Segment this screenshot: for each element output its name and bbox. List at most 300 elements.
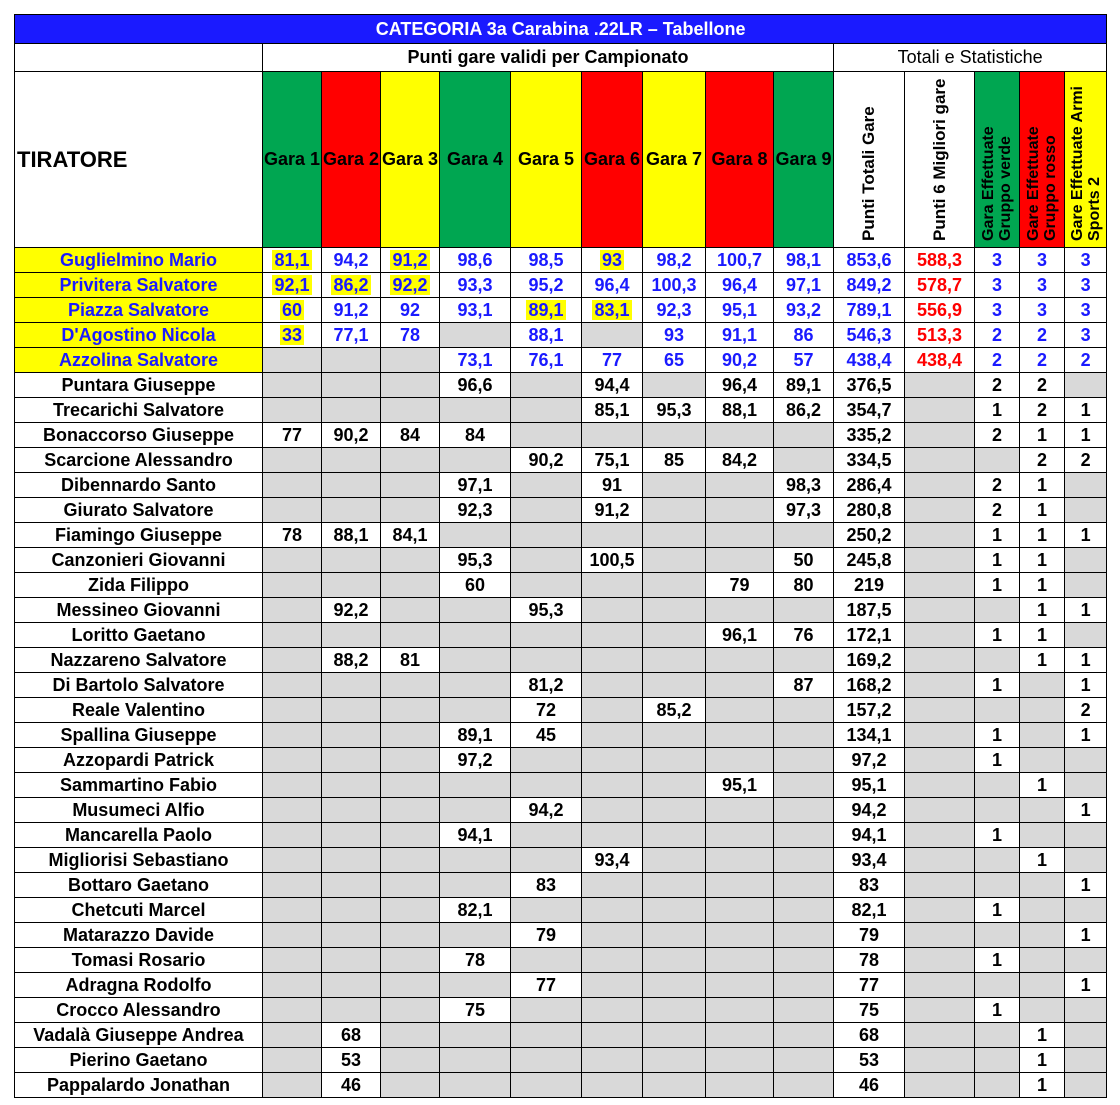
verde-count: 3 — [975, 273, 1020, 298]
gara-6-score — [582, 973, 643, 998]
migliori-header — [905, 72, 975, 248]
table-row — [15, 273, 1107, 298]
gara-7-score — [643, 673, 706, 698]
gara-7-score — [643, 473, 706, 498]
best6-points — [905, 823, 975, 848]
gara-5-score — [511, 1048, 582, 1073]
table-row — [15, 848, 1107, 873]
gara-4-score: 94,1 — [440, 823, 511, 848]
gara-1-score — [263, 823, 322, 848]
table-row — [15, 498, 1107, 523]
total-points: 134,1 — [834, 723, 905, 748]
gara-5-score: 81,2 — [511, 673, 582, 698]
gara-9-score: 98,3 — [774, 473, 834, 498]
gara-4-score — [440, 623, 511, 648]
total-points: 157,2 — [834, 698, 905, 723]
table-row — [15, 623, 1107, 648]
gara-3-score: 78 — [381, 323, 440, 348]
gara-5-score: 95,2 — [511, 273, 582, 298]
gara-1-score — [263, 673, 322, 698]
gara-4-score — [440, 1023, 511, 1048]
verde-header-label: Gara Effettuate Gruppo verde — [980, 126, 1014, 241]
rosso-count: 1 — [1020, 1023, 1065, 1048]
armi-count — [1065, 498, 1107, 523]
gara-6-score — [582, 423, 643, 448]
gara-9-score — [774, 1073, 834, 1098]
gara-8-score — [706, 923, 774, 948]
shooter-name: Zida Filippo — [15, 573, 263, 598]
armi-count: 1 — [1065, 973, 1107, 998]
gara-5-score — [511, 1073, 582, 1098]
shooter-name: Mancarella Paolo — [15, 823, 263, 848]
total-points: 250,2 — [834, 523, 905, 548]
gara-3-score — [381, 1023, 440, 1048]
rosso-header — [1020, 72, 1065, 248]
verde-count: 1 — [975, 723, 1020, 748]
rosso-count: 2 — [1020, 348, 1065, 373]
rosso-count: 1 — [1020, 523, 1065, 548]
gara-1-score — [263, 373, 322, 398]
gara-8-score — [706, 423, 774, 448]
gara-1-score — [263, 473, 322, 498]
gara-2-score — [322, 673, 381, 698]
gara-6-score — [582, 298, 643, 323]
gara-3-score: 84 — [381, 423, 440, 448]
armi-count — [1065, 998, 1107, 1023]
gara-5-score — [511, 748, 582, 773]
armi-count: 2 — [1065, 698, 1107, 723]
gara-3-score — [381, 473, 440, 498]
table-row — [15, 923, 1107, 948]
gara-4-score — [440, 598, 511, 623]
best6-points — [905, 648, 975, 673]
verde-count: 1 — [975, 398, 1020, 423]
gara-5-score: 98,5 — [511, 248, 582, 273]
shooter-name: Puntara Giuseppe — [15, 373, 263, 398]
gara-4-score — [440, 1048, 511, 1073]
gara-5-score — [511, 623, 582, 648]
gara-7-score — [643, 1073, 706, 1098]
highlighted-score: 92,1 — [274, 274, 310, 295]
gara-8-score: 90,2 — [706, 348, 774, 373]
gara-1-score — [263, 298, 322, 323]
rosso-count: 3 — [1020, 248, 1065, 273]
verde-count — [975, 598, 1020, 623]
best6-points — [905, 523, 975, 548]
gara-7-score — [643, 923, 706, 948]
gara-6-score — [582, 823, 643, 848]
highlighted-score: 60 — [281, 299, 303, 320]
gara-5-score: 76,1 — [511, 348, 582, 373]
total-points: 853,6 — [834, 248, 905, 273]
armi-header — [1065, 72, 1107, 248]
highlighted-score: 91,2 — [392, 249, 428, 270]
gara-6-score — [582, 1023, 643, 1048]
gara-8-score: 79 — [706, 573, 774, 598]
total-points: 97,2 — [834, 748, 905, 773]
gara-2-score — [322, 798, 381, 823]
rosso-count: 1 — [1020, 623, 1065, 648]
rosso-count — [1020, 673, 1065, 698]
gara-1-score — [263, 348, 322, 373]
gara-9-score: 86 — [774, 323, 834, 348]
gara-5-score — [511, 898, 582, 923]
gara-5-score — [511, 823, 582, 848]
best6-points — [905, 1023, 975, 1048]
table-row — [15, 248, 1107, 273]
total-points: 168,2 — [834, 673, 905, 698]
rosso-count — [1020, 823, 1065, 848]
gara-9-score — [774, 698, 834, 723]
table-row — [15, 598, 1107, 623]
gara-6-score — [582, 1048, 643, 1073]
best6-points — [905, 473, 975, 498]
total-points: 172,1 — [834, 623, 905, 648]
gara-8-score — [706, 673, 774, 698]
verde-count — [975, 1073, 1020, 1098]
gara-2-score — [322, 498, 381, 523]
gara-8-score — [706, 948, 774, 973]
gara-8-score: 96,4 — [706, 373, 774, 398]
gara-5-score — [511, 948, 582, 973]
shooter-name: Migliorisi Sebastiano — [15, 848, 263, 873]
gara-2-score — [322, 623, 381, 648]
gara-5-score — [511, 573, 582, 598]
gara-5-score: 94,2 — [511, 798, 582, 823]
gara-9-score — [774, 848, 834, 873]
gara-6-score — [582, 873, 643, 898]
gara-7-score — [643, 948, 706, 973]
gara-7-score: 95,3 — [643, 398, 706, 423]
gara-5-score — [511, 498, 582, 523]
gara-3-score — [381, 998, 440, 1023]
gara-9-score — [774, 948, 834, 973]
shooter-name: Dibennardo Santo — [15, 473, 263, 498]
shooter-name: Spallina Giuseppe — [15, 723, 263, 748]
gara-8-score — [706, 548, 774, 573]
gara-4-score: 95,3 — [440, 548, 511, 573]
table-row — [15, 298, 1107, 323]
gara-4-score — [440, 648, 511, 673]
gara-1-score — [263, 698, 322, 723]
gara-3-score — [381, 1073, 440, 1098]
highlighted-score: 86,2 — [333, 274, 369, 295]
armi-count — [1065, 748, 1107, 773]
total-points: 75 — [834, 998, 905, 1023]
gara-3-score — [381, 923, 440, 948]
rosso-count: 1 — [1020, 1048, 1065, 1073]
table-row — [15, 973, 1107, 998]
gara-1-score — [263, 848, 322, 873]
table-row — [15, 548, 1107, 573]
gara-3-score — [381, 798, 440, 823]
rosso-count: 1 — [1020, 548, 1065, 573]
gara-8-score — [706, 848, 774, 873]
total-points: 79 — [834, 923, 905, 948]
gara-1-score — [263, 1048, 322, 1073]
armi-count — [1065, 823, 1107, 848]
gara-1-score — [263, 1023, 322, 1048]
gara-2-score — [322, 373, 381, 398]
gara-6-score — [582, 748, 643, 773]
gara-2-score: 92,2 — [322, 598, 381, 623]
shooter-name: D'Agostino Nicola — [15, 323, 263, 348]
gara-8-score — [706, 723, 774, 748]
gara-3-score — [381, 548, 440, 573]
shooter-name: Adragna Rodolfo — [15, 973, 263, 998]
gara-9-score: 80 — [774, 573, 834, 598]
gara-1-score — [263, 248, 322, 273]
verde-count — [975, 648, 1020, 673]
gara-7-score — [643, 773, 706, 798]
gara-8-score — [706, 823, 774, 848]
gara-3-score: 81 — [381, 648, 440, 673]
shooter-name: Chetcuti Marcel — [15, 898, 263, 923]
gara-5-score: 77 — [511, 973, 582, 998]
gara-4-score — [440, 523, 511, 548]
gara-2-score — [322, 398, 381, 423]
gara-1-score — [263, 498, 322, 523]
gara-4-score: 97,2 — [440, 748, 511, 773]
gara-9-score: 97,1 — [774, 273, 834, 298]
armi-count: 1 — [1065, 798, 1107, 823]
armi-count — [1065, 623, 1107, 648]
gara-1-score: 77 — [263, 423, 322, 448]
gara-5-score: 95,3 — [511, 598, 582, 623]
shooter-name: Canzonieri Giovanni — [15, 548, 263, 573]
highlighted-score: 81,1 — [274, 249, 310, 270]
verde-count — [975, 698, 1020, 723]
gara-3-score — [381, 898, 440, 923]
gara-1-score — [263, 748, 322, 773]
migliori-header-label: Punti 6 Migliori gare — [929, 78, 949, 241]
armi-count: 3 — [1065, 298, 1107, 323]
armi-count: 1 — [1065, 648, 1107, 673]
gara-9-score — [774, 998, 834, 1023]
gara-2-score — [322, 898, 381, 923]
best6-points: 513,3 — [905, 323, 975, 348]
gara-3-score — [381, 348, 440, 373]
gara-6-score — [582, 573, 643, 598]
total-points: 789,1 — [834, 298, 905, 323]
gara-6-score — [582, 948, 643, 973]
gara-4-score: 73,1 — [440, 348, 511, 373]
gara-2-score — [322, 348, 381, 373]
gara-3-score — [381, 848, 440, 873]
verde-count: 1 — [975, 748, 1020, 773]
total-points: 46 — [834, 1073, 905, 1098]
gara-8-score — [706, 698, 774, 723]
gara-8-score: 96,1 — [706, 623, 774, 648]
gara-1-score — [263, 1073, 322, 1098]
shooter-name: Sammartino Fabio — [15, 773, 263, 798]
gara-6-score — [582, 323, 643, 348]
gara-8-score: 84,2 — [706, 448, 774, 473]
gara-9-score — [774, 723, 834, 748]
gara-3-score — [381, 698, 440, 723]
table-row — [15, 473, 1107, 498]
tiratore-header: TIRATORE — [15, 72, 263, 248]
gara-2-score — [322, 848, 381, 873]
table-row — [15, 898, 1107, 923]
rosso-count — [1020, 973, 1065, 998]
verde-count — [975, 1048, 1020, 1073]
best6-points: 588,3 — [905, 248, 975, 273]
table-row — [15, 398, 1107, 423]
gara-7-score — [643, 848, 706, 873]
gara-4-score — [440, 923, 511, 948]
gara-4-score — [440, 673, 511, 698]
gara-2-score — [322, 948, 381, 973]
total-points: 83 — [834, 873, 905, 898]
gara-9-score — [774, 748, 834, 773]
rosso-count — [1020, 748, 1065, 773]
gara-5-score — [511, 423, 582, 448]
total-points: 77 — [834, 973, 905, 998]
gara-6-score — [582, 723, 643, 748]
gara-7-header: Gara 7 — [643, 72, 706, 248]
rosso-count: 1 — [1020, 1073, 1065, 1098]
shooter-name: Tomasi Rosario — [15, 948, 263, 973]
rosso-count: 2 — [1020, 398, 1065, 423]
gara-9-score — [774, 648, 834, 673]
armi-count: 2 — [1065, 348, 1107, 373]
gara-4-score: 60 — [440, 573, 511, 598]
gara-1-score — [263, 323, 322, 348]
verde-count — [975, 773, 1020, 798]
gara-3-score: 92 — [381, 298, 440, 323]
rosso-count: 2 — [1020, 448, 1065, 473]
gara-2-score — [322, 698, 381, 723]
gara-1-score — [263, 648, 322, 673]
gara-3-score — [381, 948, 440, 973]
verde-count: 1 — [975, 823, 1020, 848]
gara-3-score — [381, 498, 440, 523]
gara-9-score — [774, 1023, 834, 1048]
gara-5-score — [511, 473, 582, 498]
best6-points — [905, 848, 975, 873]
gara-8-score: 100,7 — [706, 248, 774, 273]
total-points: 219 — [834, 573, 905, 598]
gara-8-score: 95,1 — [706, 298, 774, 323]
total-points: 187,5 — [834, 598, 905, 623]
best6-points — [905, 373, 975, 398]
table-row — [15, 948, 1107, 973]
gara-1-score — [263, 973, 322, 998]
gara-4-score — [440, 323, 511, 348]
gara-4-score: 93,3 — [440, 273, 511, 298]
gara-8-score: 95,1 — [706, 773, 774, 798]
verde-header — [975, 72, 1020, 248]
rosso-count — [1020, 998, 1065, 1023]
gara-4-score — [440, 773, 511, 798]
gara-4-score — [440, 398, 511, 423]
gara-5-score: 79 — [511, 923, 582, 948]
shooter-name: Bonaccorso Giuseppe — [15, 423, 263, 448]
table-row — [15, 373, 1107, 398]
gara-8-score — [706, 973, 774, 998]
gara-9-score — [774, 823, 834, 848]
gara-9-score: 98,1 — [774, 248, 834, 273]
gara-1-score — [263, 898, 322, 923]
gara-6-header: Gara 6 — [582, 72, 643, 248]
table-row — [15, 448, 1107, 473]
gara-7-score — [643, 523, 706, 548]
gara-1-score — [263, 998, 322, 1023]
total-points: 82,1 — [834, 898, 905, 923]
gara-5-score: 83 — [511, 873, 582, 898]
shooter-name: Crocco Alessandro — [15, 998, 263, 1023]
armi-count — [1065, 898, 1107, 923]
gara-9-score: 97,3 — [774, 498, 834, 523]
gara-6-score: 85,1 — [582, 398, 643, 423]
rosso-count: 1 — [1020, 848, 1065, 873]
gara-8-score — [706, 1023, 774, 1048]
gara-1-score — [263, 598, 322, 623]
table-row — [15, 723, 1107, 748]
gara-9-score: 93,2 — [774, 298, 834, 323]
scoreboard-body — [15, 248, 1107, 1098]
gara-7-score: 85,2 — [643, 698, 706, 723]
gara-2-header: Gara 2 — [322, 72, 381, 248]
armi-count — [1065, 948, 1107, 973]
gara-4-score: 84 — [440, 423, 511, 448]
verde-count — [975, 873, 1020, 898]
gara-2-score: 68 — [322, 1023, 381, 1048]
gara-9-score: 57 — [774, 348, 834, 373]
gara-2-score — [322, 873, 381, 898]
rosso-count: 3 — [1020, 273, 1065, 298]
gara-7-score — [643, 648, 706, 673]
gara-6-score — [582, 673, 643, 698]
gara-6-score: 77 — [582, 348, 643, 373]
table-row — [15, 823, 1107, 848]
gara-7-score: 85 — [643, 448, 706, 473]
gara-1-score — [263, 623, 322, 648]
best6-points — [905, 1073, 975, 1098]
shooter-name: Pierino Gaetano — [15, 1048, 263, 1073]
best6-points — [905, 898, 975, 923]
gara-2-score: 53 — [322, 1048, 381, 1073]
verde-count: 2 — [975, 373, 1020, 398]
armi-count: 1 — [1065, 423, 1107, 448]
gara-2-score: 91,2 — [322, 298, 381, 323]
gara-8-score — [706, 648, 774, 673]
verde-count — [975, 798, 1020, 823]
gara-6-score — [582, 523, 643, 548]
gara-5-score — [511, 373, 582, 398]
gara-5-score — [511, 1023, 582, 1048]
gara-5-score: 90,2 — [511, 448, 582, 473]
gara-4-score: 92,3 — [440, 498, 511, 523]
gara-2-score — [322, 723, 381, 748]
gara-1-score — [263, 873, 322, 898]
gara-8-score — [706, 473, 774, 498]
best6-points — [905, 698, 975, 723]
gara-9-score: 50 — [774, 548, 834, 573]
gara-3-score: 84,1 — [381, 523, 440, 548]
gara-9-score: 89,1 — [774, 373, 834, 398]
gara-7-score — [643, 798, 706, 823]
gara-7-score — [643, 623, 706, 648]
total-points: 849,2 — [834, 273, 905, 298]
armi-count: 1 — [1065, 923, 1107, 948]
gara-6-score: 75,1 — [582, 448, 643, 473]
armi-count: 1 — [1065, 398, 1107, 423]
gara-3-header: Gara 3 — [381, 72, 440, 248]
gara-1-score — [263, 273, 322, 298]
verde-count: 3 — [975, 248, 1020, 273]
